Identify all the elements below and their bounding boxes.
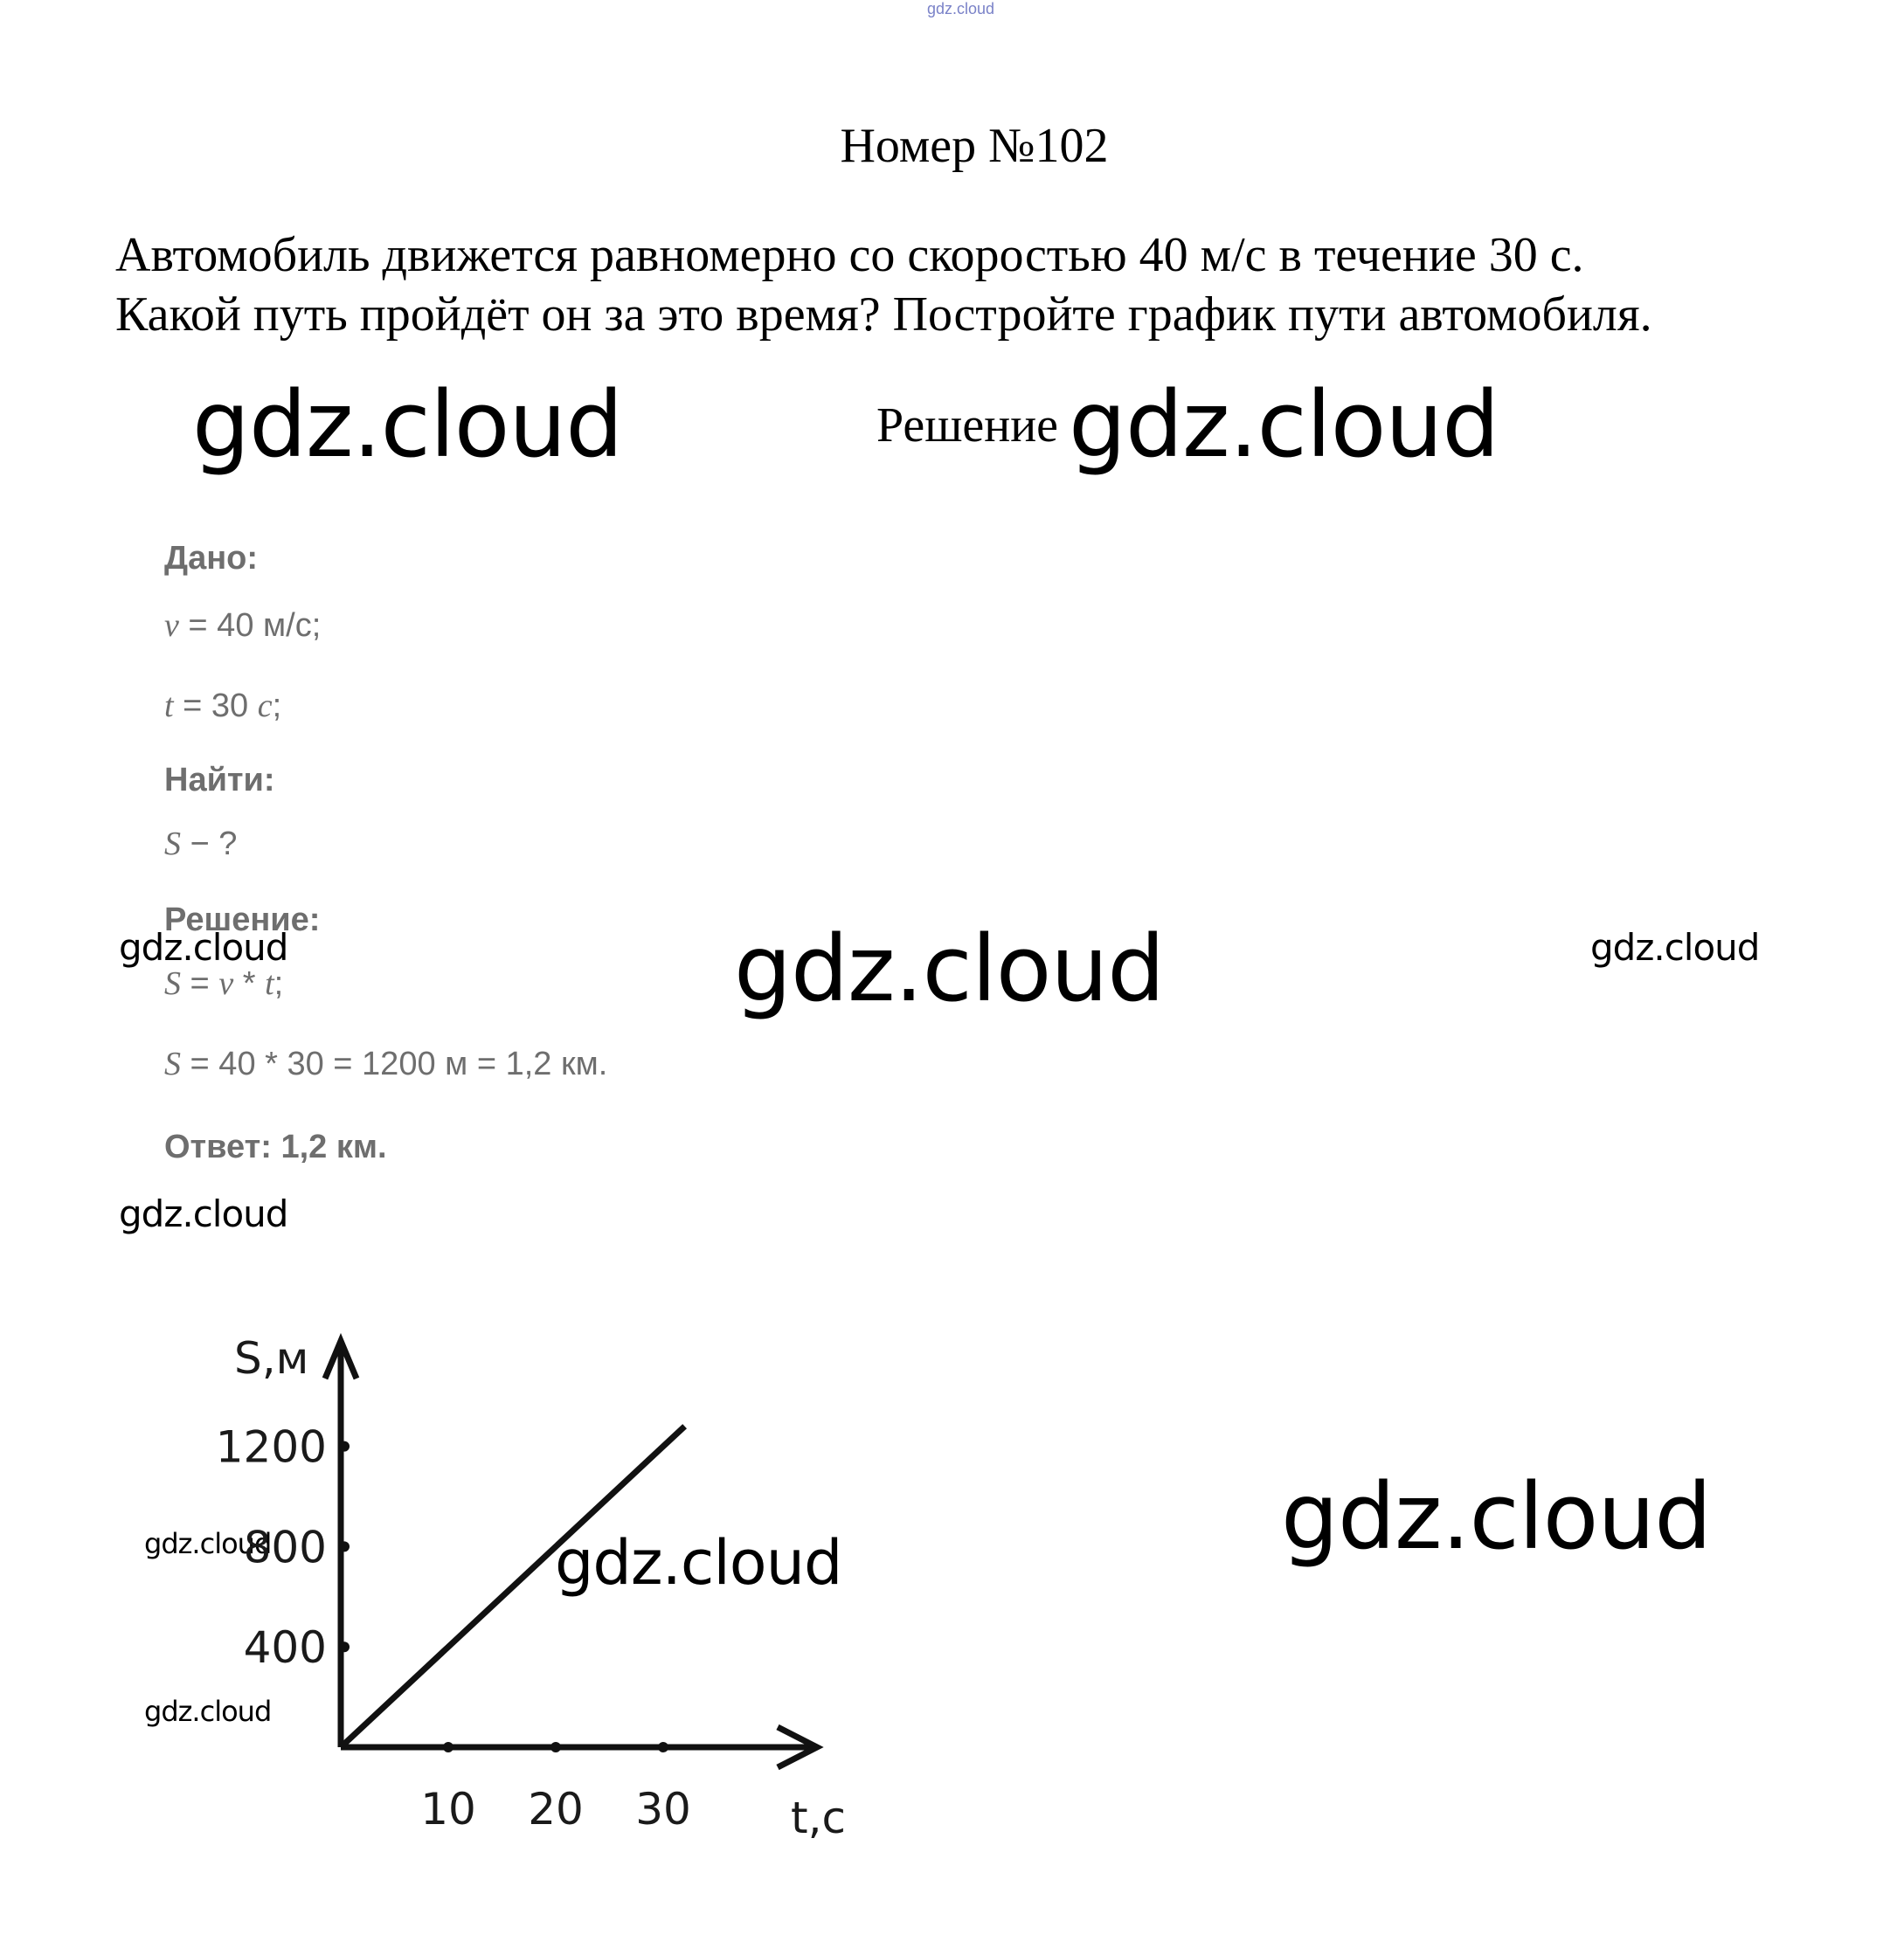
velocity-variable: v bbox=[164, 607, 179, 644]
formula-end: ; bbox=[273, 965, 284, 1002]
x-tick-label: 20 bbox=[528, 1784, 584, 1835]
formula-lhs: S bbox=[164, 965, 181, 1002]
time-variable: t bbox=[164, 688, 174, 724]
y-tick-mark bbox=[339, 1441, 350, 1452]
distance-line bbox=[341, 1427, 685, 1747]
x-tick-label: 30 bbox=[635, 1784, 691, 1835]
watermark-5: gdz.cloud bbox=[1590, 926, 1760, 969]
time-unit: с bbox=[257, 688, 273, 724]
x-tick-mark bbox=[443, 1742, 453, 1752]
x-tick-mark bbox=[550, 1742, 561, 1752]
given-label: Дано: bbox=[164, 540, 259, 577]
calc-variable: S bbox=[164, 1046, 181, 1082]
x-axis-label: t,c bbox=[791, 1793, 846, 1843]
watermark-3: gdz.cloud bbox=[734, 916, 1165, 1022]
y-tick-label: 400 bbox=[243, 1622, 327, 1674]
y-tick-mark bbox=[339, 1641, 350, 1652]
formula-equals: = bbox=[181, 965, 219, 1002]
calc-value: = 40 * 30 = 1200 м = 1,2 км. bbox=[181, 1046, 608, 1082]
x-tick-mark bbox=[658, 1742, 668, 1752]
y-axis-label: S,м bbox=[234, 1333, 309, 1384]
site-mark: gdz.cloud bbox=[927, 0, 995, 17]
find-label: Найти: bbox=[164, 762, 275, 798]
solution-heading: Решение bbox=[876, 398, 1059, 453]
y-tick-mark bbox=[339, 1541, 350, 1552]
watermark-10: gdz.cloud bbox=[144, 1695, 272, 1728]
formula-operator: * bbox=[233, 965, 266, 1002]
watermark-8: gdz.cloud bbox=[555, 1527, 842, 1599]
watermark-6: gdz.cloud bbox=[119, 1192, 288, 1235]
watermark-2: gdz.cloud bbox=[1069, 371, 1499, 478]
y-tick-label: 1200 bbox=[215, 1421, 327, 1473]
formula-velocity: v bbox=[218, 965, 234, 1002]
distance-variable: S bbox=[164, 826, 181, 862]
answer-line: Ответ: 1,2 км. bbox=[164, 1129, 387, 1165]
problem-line-2: Какой путь пройдёт он за это время? Постройте график пути автомобиля. bbox=[115, 287, 1652, 342]
watermark-7: gdz.cloud bbox=[1281, 1463, 1712, 1570]
watermark-1: gdz.cloud bbox=[192, 371, 623, 478]
x-tick-label: 10 bbox=[420, 1784, 476, 1835]
velocity-value: = 40 м/с; bbox=[178, 607, 322, 644]
y-tick-label: 800 bbox=[243, 1522, 327, 1573]
formula-time: t bbox=[265, 965, 274, 1002]
solution-label: Решение: bbox=[164, 902, 321, 938]
time-value: = 30 bbox=[173, 688, 258, 724]
page-title: Номер №102 bbox=[840, 119, 1109, 173]
distance-unknown: − ? bbox=[181, 826, 238, 862]
watermark-4: gdz.cloud bbox=[119, 926, 288, 969]
time-end: ; bbox=[272, 688, 282, 724]
problem-line-1: Автомобиль движется равномерно со скоростью 40 м/с в течение 30 с. bbox=[115, 228, 1584, 282]
watermark-9: gdz.cloud bbox=[144, 1527, 272, 1560]
